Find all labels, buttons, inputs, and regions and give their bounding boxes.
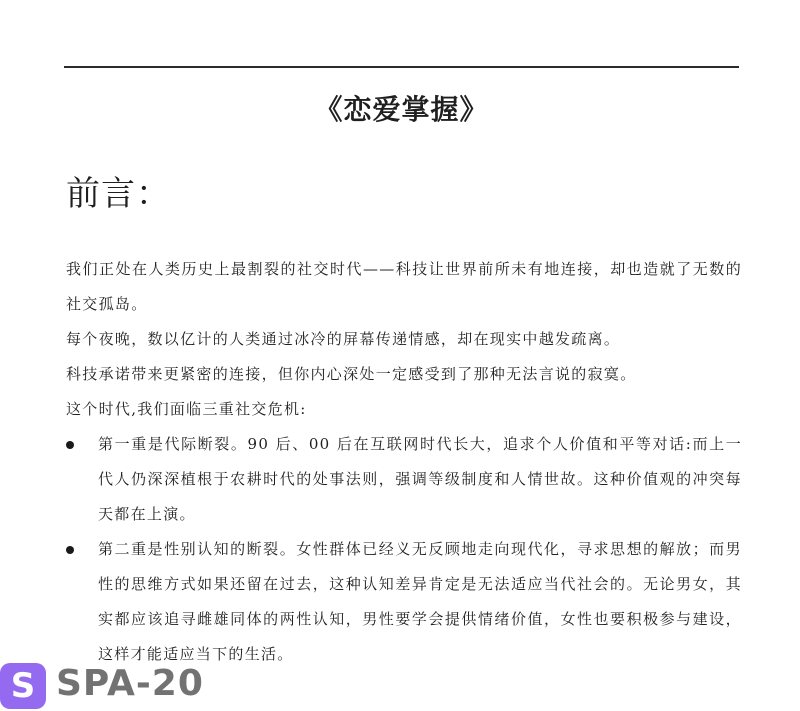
crisis-list-item-1: [66, 427, 742, 532]
crisis-list-item-2: [66, 532, 742, 672]
watermark: [0, 657, 210, 711]
watermark-text: SPA-20: [56, 663, 204, 704]
document-body: [66, 252, 742, 672]
book-title: 《恋爱掌握》: [314, 93, 489, 126]
header-rule: [64, 66, 739, 68]
crisis-list-text-1: 第一重是代际断裂。90 后、00 后在互联网时代长大，追求个人价值和平等对话:而上一代人仍深深植根于农耕时代的处事法则，强调等级制度和人情世故。这种价值观的冲突每天都在上演。: [98, 435, 742, 523]
bullet-icon: [66, 441, 74, 449]
crisis-list: [66, 427, 742, 672]
bullet-icon: [66, 546, 74, 554]
body-paragraph-2: 每个夜晚，数以亿计的人类通过冰冷的屏幕传递情感，却在现实中越发疏离。: [66, 330, 621, 348]
body-paragraph-3: 科技承诺带来更紧密的连接，但你内心深处一定感受到了那种无法言说的寂寞。: [66, 365, 637, 383]
body-paragraph-4: 这个时代,我们面临三重社交危机:: [66, 400, 307, 418]
crisis-list-text-2: 第二重是性别认知的断裂。女性群体已经义无反顾地走向现代化，寻求思想的解放；而男性的思维方式如果还留在过去，这种认知差异肯定是无法适应当代社会的。无论男女，其实都应该追寻雌雄同体的两性认知，男性要学会提供情绪价值，女性也要积极参与建设，这样才能适应当下的生活。: [98, 540, 742, 663]
body-paragraph-1: 我们正处在人类历史上最割裂的社交时代——科技让世界前所未有地连接，却也造就了无数的社交孤岛。: [66, 260, 742, 313]
watermark-badge-icon: S: [0, 663, 46, 709]
section-title: 前言：: [66, 174, 171, 214]
